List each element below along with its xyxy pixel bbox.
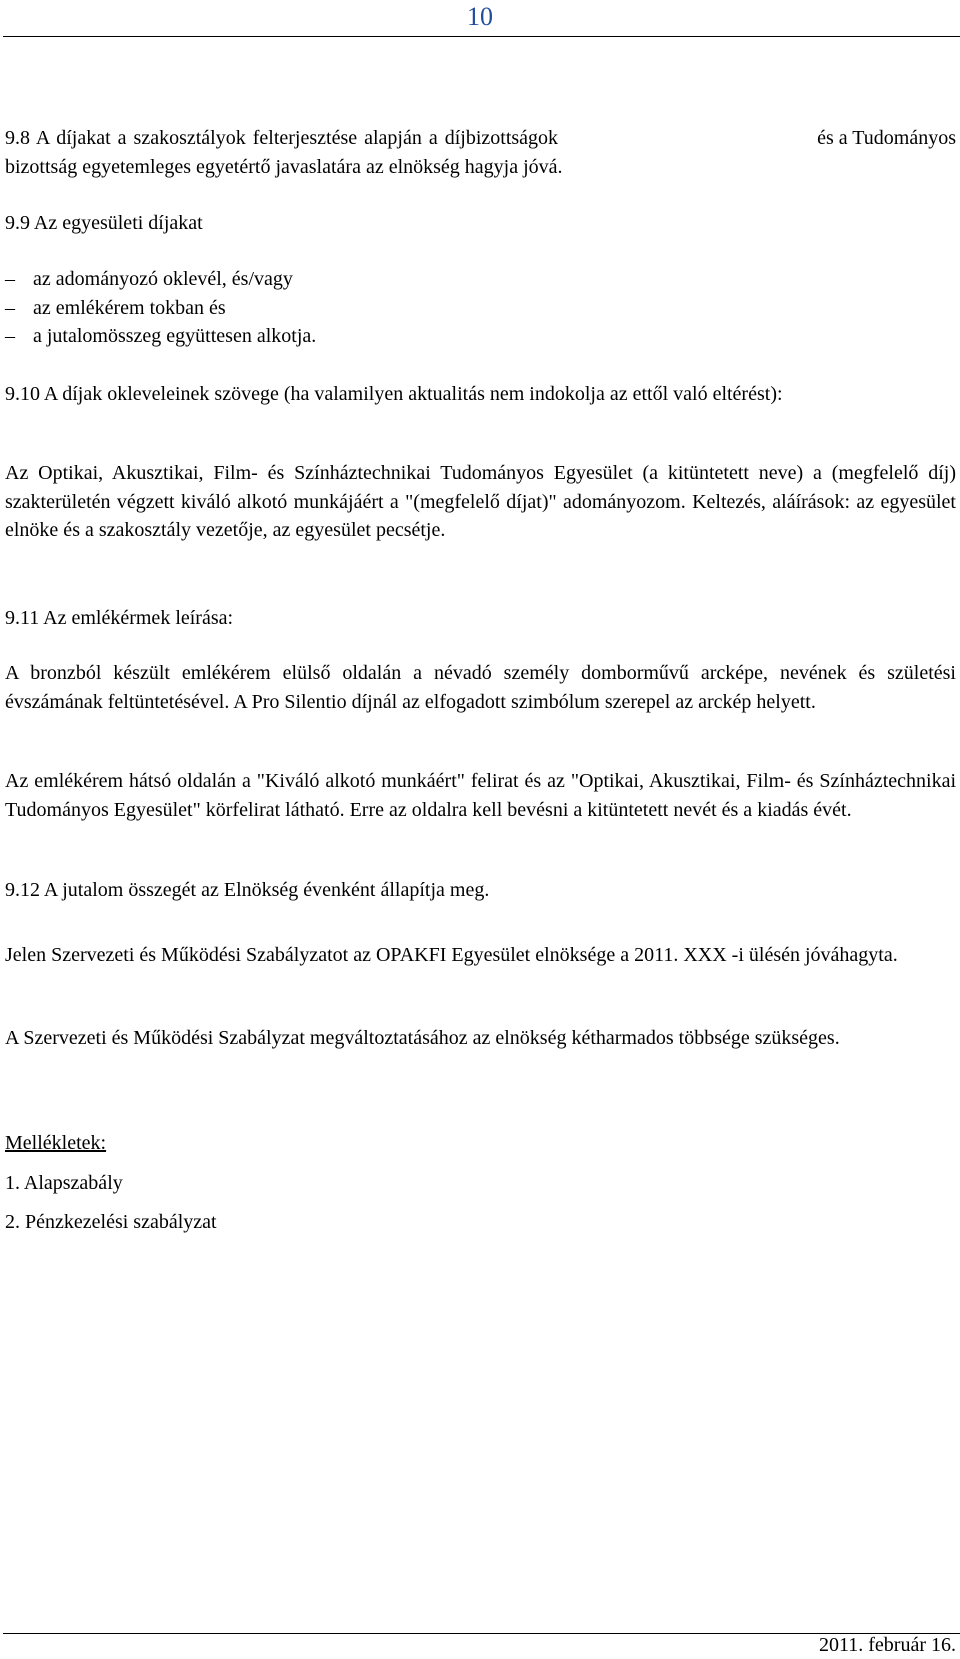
section-9-12: 9.12 A jutalom összegét az Elnökség évenként állapítja meg. [5, 879, 490, 901]
header-divider [3, 36, 960, 37]
list-item [5, 294, 226, 323]
section-9-10-intro: 9.10 A díjak okleveleinek szövege (ha valamilyen aktualitás nem indokolja az ettől való eltérést): [5, 383, 783, 405]
section-9-8-line2: bizottság egyetemleges egyetértő javaslatára az elnökség hagyja jóvá. [5, 155, 563, 178]
section-9-11-title: 9.11 Az emlékérmek leírása: [5, 607, 234, 629]
section-9-10-diploma-text: Az Optikai, Akusztikai, Film- és Színháztechnikai Tudományos Egyesület (a kitüntetett neve) a (megfelelő díj) szakterületén végzett kiváló alkotó munkájáért a "(megfelelő díjat)" adományozom. Keltezés, aláírások: az egyesület elnöke és a szakosztály vezetője, az egyesület pecsétje. [5, 462, 956, 541]
dash-bullet-icon: – [5, 325, 15, 347]
attachment-item: 2. Pénzkezelési szabályzat [5, 1211, 217, 1233]
section-9-8-line1-left: 9.8 A díjakat a szakosztályok felterjesztése alapján a díjbizottságok [5, 127, 559, 149]
attachments-heading-text: Mellékletek: [5, 1132, 107, 1154]
section-9-8-line1 [5, 124, 956, 153]
section-9-11-back: Az emlékérem hátsó oldalán a "Kiváló alkotó munkáért" felirat és az "Optikai, Akusztikai, Film- és Színháztechnikai Tudományos Egyesület" körfelirat látható. Erre az oldalra kell bevésni a kitüntetett nevét és a kiadás évét. [5, 770, 956, 821]
list-item [5, 265, 293, 294]
attachment-item: 1. Alapszabály [5, 1172, 123, 1194]
approval-paragraph: Jelen Szervezeti és Működési Szabályzatot az OPAKFI Egyesület elnöksége a 2011. XXX -i ülésén jóváhagyta. [5, 944, 898, 966]
list-item-text: az emlékérem tokban és [33, 297, 226, 319]
section-9-9-title: 9.9 Az egyesületi díjakat [5, 212, 203, 234]
dash-bullet-icon: – [5, 297, 15, 319]
list-item-text: a jutalomösszeg együttesen alkotja. [33, 325, 317, 347]
amendment-paragraph: A Szervezeti és Működési Szabályzat megváltoztatásához az elnökség kétharmados többsége szükséges. [5, 1027, 840, 1049]
dash-bullet-icon: – [5, 268, 15, 290]
section-9-8-line1-right: és a Tudományos [817, 127, 956, 149]
footer-divider [3, 1633, 960, 1634]
list-item [5, 322, 316, 351]
page-number: 10 [467, 2, 493, 31]
list-item-text: az adományozó oklevél, és/vagy [33, 268, 293, 290]
section-9-11-front: A bronzból készült emlékérem elülső oldalán a névadó személy domborművű arcképe, nevének és születési évszámának feltüntetésével. A Pro Silentio díjnál az elfogadott szimbólum szerepel az arckép helyett. [5, 662, 956, 713]
attachments-heading [5, 1129, 956, 1158]
section-9-8 [5, 124, 956, 181]
footer-date: 2011. február 16. [819, 1634, 956, 1656]
